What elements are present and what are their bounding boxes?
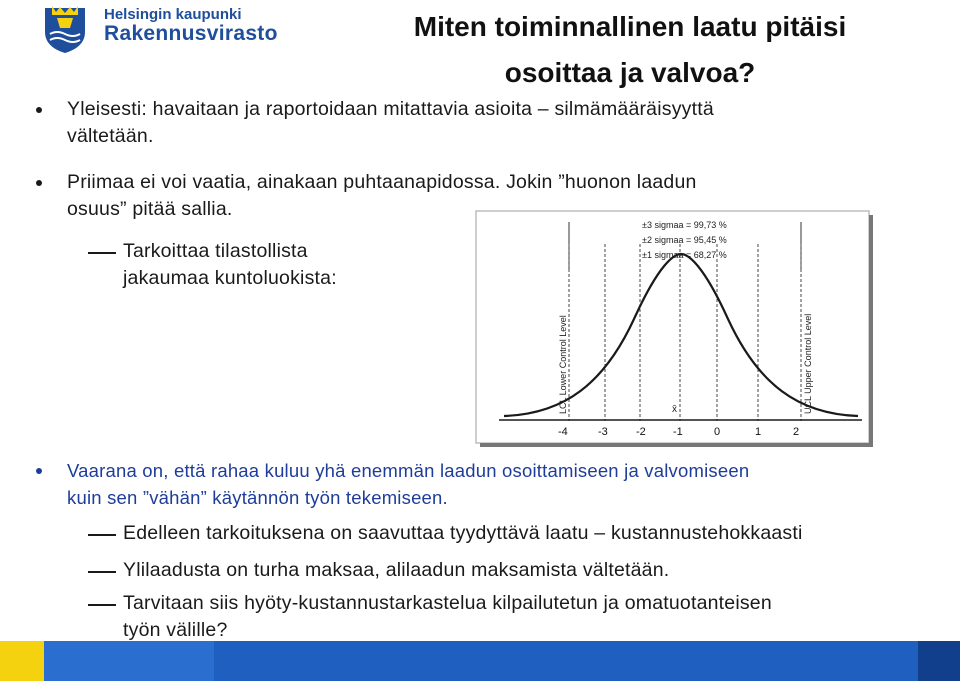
bullet-2-line-1: Priimaa ei voi vaatia, ainakaan puhtaanapidossa. Jokin ”huonon laadun — [67, 171, 697, 193]
bullet-2-line-2: osuus” pitää sallia. — [67, 198, 233, 220]
tick-label: -3 — [598, 426, 608, 438]
normal-distribution-chart — [474, 209, 874, 448]
sigma-2-label: ±2 sigmaa = 95,45 % — [642, 235, 727, 245]
tick-label: -4 — [558, 426, 568, 438]
page-title — [330, 4, 930, 96]
title-line-1: Miten toiminnallinen laatu pitäisi — [413, 11, 847, 42]
bullet-1-marker — [36, 107, 42, 113]
tick-label: 0 — [714, 426, 721, 438]
tick-label: -2 — [636, 426, 646, 438]
sub-bullet-3-line-1: Tarvitaan siis hyöty-kustannustarkastelua kilpailutetun ja omatuotanteisen — [123, 592, 772, 614]
footer-yellow-block — [0, 641, 44, 681]
sub-bullet-3-line-2: työn välille? — [123, 619, 228, 641]
title-line-2: osoittaa ja valvoa? — [504, 57, 756, 88]
logo-department-name: Rakennusvirasto — [104, 22, 278, 45]
sigma-1-label: ±1 sigmaa = 68,27 % — [642, 250, 727, 260]
logo-city-name: Helsingin kaupunki — [104, 6, 242, 23]
city-logo — [42, 4, 302, 54]
tick-label: 1 — [755, 426, 762, 438]
bullet-3-line-2: kuin sen ”vähän” käytännön työn tekemiseen. — [67, 487, 448, 508]
lcl-label: LCL Lower Control Level — [558, 315, 568, 414]
bullet-3-line-1: Vaarana on, että rahaa kuluu yhä enemmän laadun osoittamiseen ja valvomiseen — [67, 460, 750, 481]
bullet-2-sub-line-1: Tarkoittaa tilastollista — [123, 240, 308, 262]
mean-label: x̄ — [672, 404, 677, 415]
bullet-1-line-2: vältetään. — [67, 125, 154, 147]
bullet-2-sub-line-2: jakaumaa kuntoluokista: — [123, 267, 337, 289]
sub-bullet-dash — [88, 571, 116, 573]
bullet-1-line-1: Yleisesti: havaitaan ja raportoidaan mitattavia asioita – silmämääräisyyttä — [67, 98, 714, 120]
tick-label: 2 — [793, 426, 800, 438]
sub-bullet-dash — [88, 604, 116, 606]
bullet-3-marker — [36, 468, 42, 474]
footer-light-blue-segment — [44, 641, 214, 681]
footer-bar — [0, 641, 960, 681]
ucl-label: UCL Upper Control Level — [803, 313, 813, 414]
helsinki-crest-icon — [42, 4, 88, 54]
bullet-2-marker — [36, 180, 42, 186]
sub-bullet-dash — [88, 252, 116, 254]
sub-bullet-1: Edelleen tarkoituksena on saavuttaa tyydyttävä laatu – kustannustehokkaasti — [123, 522, 803, 544]
footer-dark-blue-segment — [918, 641, 960, 681]
sub-bullet-2: Ylilaadusta on turha maksaa, alilaadun maksamista vältetään. — [123, 559, 670, 581]
tick-label: -1 — [673, 426, 683, 438]
sigma-3-label: ±3 sigmaa = 99,73 % — [642, 220, 727, 230]
sub-bullet-dash — [88, 534, 116, 536]
footer-mid-blue-segment — [214, 641, 774, 681]
